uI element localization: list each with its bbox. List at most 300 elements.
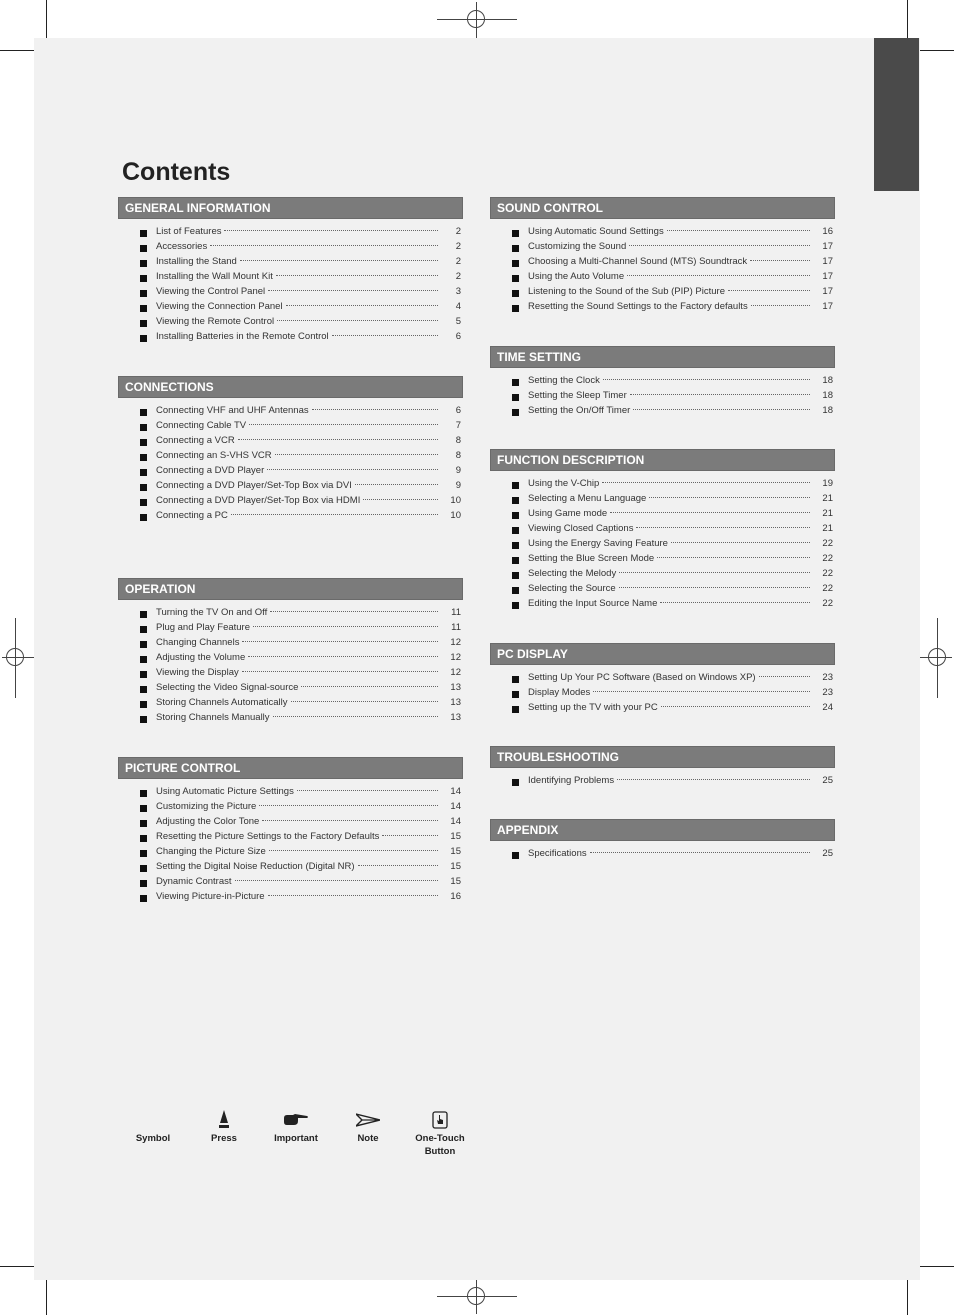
square-bullet-icon xyxy=(512,305,519,312)
entry-label: Setting the On/Off Timer xyxy=(528,405,631,416)
legend-symbol-spacer xyxy=(118,1108,188,1132)
dot-leader xyxy=(355,484,438,485)
legend-press-label: Press xyxy=(211,1133,237,1144)
dot-leader xyxy=(602,482,810,483)
entry-label: Listening to the Sound of the Sub (PIP) Picture xyxy=(528,286,725,297)
toc-entry xyxy=(490,375,835,390)
entry-label: Viewing the Display xyxy=(156,667,239,678)
dot-leader xyxy=(253,626,438,627)
entry-page-number: 8 xyxy=(455,435,461,446)
dot-leader xyxy=(671,542,810,543)
toc-entry xyxy=(118,891,463,906)
dot-leader xyxy=(603,379,810,380)
entry-list xyxy=(490,226,835,316)
entry-page-number: 16 xyxy=(822,226,833,237)
dot-leader xyxy=(630,394,810,395)
square-bullet-icon xyxy=(140,275,147,282)
section-header: TIME SETTING xyxy=(490,346,835,368)
toc-entry xyxy=(490,286,835,301)
dot-leader xyxy=(276,275,438,276)
toc-entry xyxy=(118,286,463,301)
pointing-hand-icon xyxy=(261,1108,331,1132)
entry-page-number: 2 xyxy=(455,256,461,267)
section-header: GENERAL INFORMATION xyxy=(118,197,463,219)
entry-page-number: 5 xyxy=(455,316,461,327)
entry-label: Installing the Wall Mount Kit xyxy=(156,271,273,282)
square-bullet-icon xyxy=(140,880,147,887)
square-bullet-icon xyxy=(512,852,519,859)
entry-label: Setting the Blue Screen Mode xyxy=(528,553,655,564)
dot-leader xyxy=(268,290,438,291)
dot-leader xyxy=(633,409,810,410)
square-bullet-icon xyxy=(140,439,147,446)
section-sound-control xyxy=(490,197,835,316)
square-bullet-icon xyxy=(140,820,147,827)
square-bullet-icon xyxy=(512,245,519,252)
entry-page-number: 22 xyxy=(822,538,833,549)
entry-page-number: 23 xyxy=(822,687,833,698)
toc-entry xyxy=(118,846,463,861)
dot-leader xyxy=(259,805,438,806)
entry-label: Setting the Clock xyxy=(528,375,600,386)
entry-label: Connecting a DVD Player xyxy=(156,465,265,476)
entry-page-number: 25 xyxy=(822,775,833,786)
legend-symbol-label: Symbol xyxy=(135,1133,171,1144)
section-picture-control xyxy=(118,757,463,906)
dot-leader xyxy=(649,497,810,498)
toc-entry xyxy=(118,861,463,876)
square-bullet-icon xyxy=(140,686,147,693)
entry-label: Customizing the Sound xyxy=(528,241,627,252)
entry-page-number: 18 xyxy=(822,375,833,386)
entry-label: Using Automatic Picture Settings xyxy=(156,786,294,797)
crop-mark xyxy=(907,1280,908,1315)
square-bullet-icon xyxy=(512,409,519,416)
entry-page-number: 22 xyxy=(822,583,833,594)
dot-leader xyxy=(657,557,810,558)
entry-label: Connecting a DVD Player/Set-Top Box via DVI xyxy=(156,480,352,491)
square-bullet-icon xyxy=(140,805,147,812)
toc-entry xyxy=(118,876,463,891)
toc-entry xyxy=(490,390,835,405)
entry-page-number: 14 xyxy=(450,816,461,827)
dot-leader xyxy=(363,499,438,500)
toc-entry xyxy=(490,553,835,568)
toc-entry xyxy=(118,495,463,510)
entry-label: Using Automatic Sound Settings xyxy=(528,226,664,237)
dot-leader xyxy=(267,469,438,470)
entry-label: Installing the Stand xyxy=(156,256,237,267)
entry-label: Setting Up Your PC Software (Based on Windows XP) xyxy=(528,672,756,683)
symbol-legend xyxy=(118,1108,478,1168)
dot-leader xyxy=(382,835,438,836)
entry-list xyxy=(118,786,463,906)
entry-page-number: 2 xyxy=(455,226,461,237)
one-touch-button-icon xyxy=(405,1108,475,1132)
toc-entry xyxy=(490,775,835,790)
square-bullet-icon xyxy=(512,572,519,579)
square-bullet-icon xyxy=(512,260,519,267)
square-bullet-icon xyxy=(140,656,147,663)
section-general-information xyxy=(118,197,463,346)
toc-entry xyxy=(490,493,835,508)
toc-entry xyxy=(490,598,835,613)
dot-leader xyxy=(210,245,438,246)
entry-label: Viewing the Remote Control xyxy=(156,316,275,327)
legend-one-touch-label-2: Button xyxy=(424,1146,456,1157)
square-bullet-icon xyxy=(140,641,147,648)
entry-page-number: 24 xyxy=(822,702,833,713)
page-title: Contents xyxy=(122,158,231,186)
entry-list xyxy=(490,672,835,717)
entry-page-number: 22 xyxy=(822,568,833,579)
entry-page-number: 17 xyxy=(822,286,833,297)
dot-leader xyxy=(629,245,810,246)
legend-important xyxy=(261,1108,331,1145)
square-bullet-icon xyxy=(512,676,519,683)
square-bullet-icon xyxy=(512,542,519,549)
dot-leader xyxy=(268,895,438,896)
entry-page-number: 21 xyxy=(822,523,833,534)
arrow-icon xyxy=(333,1108,403,1132)
square-bullet-icon xyxy=(140,424,147,431)
entry-label: Choosing a Multi-Channel Sound (MTS) Soundtrack xyxy=(528,256,748,267)
dot-leader xyxy=(661,706,810,707)
square-bullet-icon xyxy=(140,701,147,708)
entry-page-number: 22 xyxy=(822,553,833,564)
entry-label: Viewing Closed Captions xyxy=(528,523,634,534)
entry-page-number: 15 xyxy=(450,831,461,842)
dot-leader xyxy=(617,779,810,780)
entry-label: Connecting a VCR xyxy=(156,435,235,446)
entry-page-number: 9 xyxy=(455,465,461,476)
square-bullet-icon xyxy=(140,626,147,633)
entry-label: Connecting Cable TV xyxy=(156,420,247,431)
toc-entry xyxy=(118,786,463,801)
entry-label: Viewing Picture-in-Picture xyxy=(156,891,265,902)
entry-label: Using Game mode xyxy=(528,508,608,519)
square-bullet-icon xyxy=(140,484,147,491)
crop-mark xyxy=(0,1266,34,1267)
toc-entry xyxy=(490,672,835,687)
entry-page-number: 15 xyxy=(450,846,461,857)
entry-list xyxy=(490,478,835,613)
entry-page-number: 6 xyxy=(455,405,461,416)
legend-one-touch xyxy=(405,1108,475,1158)
entry-page-number: 14 xyxy=(450,786,461,797)
square-bullet-icon xyxy=(512,691,519,698)
entry-label: Connecting an S-VHS VCR xyxy=(156,450,272,461)
entry-label: Selecting the Source xyxy=(528,583,616,594)
toc-entry xyxy=(118,450,463,465)
toc-entry xyxy=(118,667,463,682)
square-bullet-icon xyxy=(512,379,519,386)
entry-page-number: 16 xyxy=(450,891,461,902)
entry-label: Setting the Digital Noise Reduction (Digital NR) xyxy=(156,861,355,872)
section-troubleshooting xyxy=(490,746,835,790)
dot-leader xyxy=(240,260,438,261)
crop-mark xyxy=(46,0,47,38)
entry-label: Setting up the TV with your PC xyxy=(528,702,658,713)
dot-leader xyxy=(619,587,810,588)
entry-label: Connecting VHF and UHF Antennas xyxy=(156,405,309,416)
square-bullet-icon xyxy=(512,706,519,713)
legend-one-touch-label-1: One-Touch xyxy=(415,1133,465,1144)
square-bullet-icon xyxy=(512,527,519,534)
square-bullet-icon xyxy=(140,865,147,872)
entry-page-number: 6 xyxy=(455,331,461,342)
toc-entry xyxy=(490,256,835,271)
toc-entry xyxy=(490,702,835,717)
entry-label: Storing Channels Automatically xyxy=(156,697,288,708)
entry-page-number: 18 xyxy=(822,405,833,416)
toc-entry xyxy=(118,637,463,652)
entry-page-number: 13 xyxy=(450,712,461,723)
entry-page-number: 10 xyxy=(450,510,461,521)
entry-page-number: 17 xyxy=(822,271,833,282)
entry-label: Resetting the Sound Settings to the Factory defaults xyxy=(528,301,748,312)
entry-page-number: 2 xyxy=(455,271,461,282)
toc-entry xyxy=(490,226,835,241)
dot-leader xyxy=(224,230,438,231)
entry-label: Identifying Problems xyxy=(528,775,615,786)
entry-list xyxy=(490,848,835,863)
toc-entry xyxy=(118,256,463,271)
dot-leader xyxy=(238,439,438,440)
section-header: FUNCTION DESCRIPTION xyxy=(490,449,835,471)
entry-label: Installing Batteries in the Remote Control xyxy=(156,331,329,342)
dot-leader xyxy=(312,409,438,410)
dot-leader xyxy=(248,656,438,657)
dot-leader xyxy=(275,454,438,455)
square-bullet-icon xyxy=(512,230,519,237)
entry-page-number: 25 xyxy=(822,848,833,859)
entry-page-number: 10 xyxy=(450,495,461,506)
entry-page-number: 3 xyxy=(455,286,461,297)
toc-entry xyxy=(118,420,463,435)
entry-label: Plug and Play Feature xyxy=(156,622,251,633)
dot-leader xyxy=(286,305,438,306)
dot-leader xyxy=(273,716,438,717)
entry-page-number: 7 xyxy=(455,420,461,431)
dot-leader xyxy=(249,424,438,425)
square-bullet-icon xyxy=(140,290,147,297)
square-bullet-icon xyxy=(512,512,519,519)
dot-leader xyxy=(332,335,438,336)
entry-label: Selecting the Melody xyxy=(528,568,617,579)
toc-entry xyxy=(490,478,835,493)
entry-page-number: 23 xyxy=(822,672,833,683)
entry-label: Connecting a DVD Player/Set-Top Box via HDMI xyxy=(156,495,361,506)
square-bullet-icon xyxy=(140,469,147,476)
toc-entry xyxy=(490,523,835,538)
entry-label: Using the Energy Saving Feature xyxy=(528,538,668,549)
dot-leader xyxy=(235,880,439,881)
entry-page-number: 18 xyxy=(822,390,833,401)
crop-mark xyxy=(920,50,954,51)
entry-page-number: 17 xyxy=(822,241,833,252)
dot-leader xyxy=(297,790,438,791)
legend-symbol xyxy=(118,1108,188,1145)
entry-label: Adjusting the Color Tone xyxy=(156,816,260,827)
square-bullet-icon xyxy=(140,716,147,723)
square-bullet-icon xyxy=(512,557,519,564)
entry-label: Storing Channels Manually xyxy=(156,712,270,723)
toc-entry xyxy=(118,607,463,622)
dot-leader xyxy=(242,671,438,672)
toc-entry xyxy=(490,405,835,420)
section-header: OPERATION xyxy=(118,578,463,600)
entry-list xyxy=(118,226,463,346)
square-bullet-icon xyxy=(512,290,519,297)
dot-leader xyxy=(291,701,439,702)
square-bullet-icon xyxy=(140,790,147,797)
entry-label: Dynamic Contrast xyxy=(156,876,232,887)
crop-mark xyxy=(920,1266,954,1267)
entry-page-number: 21 xyxy=(822,493,833,504)
dot-leader xyxy=(269,850,438,851)
toc-entry xyxy=(490,687,835,702)
entry-page-number: 22 xyxy=(822,598,833,609)
entry-label: Display Modes xyxy=(528,687,591,698)
square-bullet-icon xyxy=(512,275,519,282)
square-bullet-icon xyxy=(140,245,147,252)
square-bullet-icon xyxy=(512,394,519,401)
toc-entry xyxy=(490,301,835,316)
entry-label: Selecting the Video Signal-source xyxy=(156,682,299,693)
square-bullet-icon xyxy=(140,230,147,237)
entry-page-number: 13 xyxy=(450,682,461,693)
chapter-tab xyxy=(874,38,919,191)
toc-entry xyxy=(490,271,835,286)
toc-entry xyxy=(490,583,835,598)
entry-label: Adjusting the Volume xyxy=(156,652,246,663)
toc-entry xyxy=(118,697,463,712)
entry-label: Viewing the Control Panel xyxy=(156,286,266,297)
entry-page-number: 15 xyxy=(450,861,461,872)
entry-label: Selecting a Menu Language xyxy=(528,493,647,504)
entry-page-number: 4 xyxy=(455,301,461,312)
section-appendix xyxy=(490,819,835,863)
entry-label: Accessories xyxy=(156,241,208,252)
square-bullet-icon xyxy=(140,320,147,327)
entry-label: Connecting a PC xyxy=(156,510,228,521)
dot-leader xyxy=(593,691,810,692)
toc-entry xyxy=(118,331,463,346)
entry-label: Editing the Input Source Name xyxy=(528,598,658,609)
section-header: TROUBLESHOOTING xyxy=(490,746,835,768)
section-function-description xyxy=(490,449,835,613)
dot-leader xyxy=(277,320,438,321)
dot-leader xyxy=(270,611,438,612)
toc-entry xyxy=(118,801,463,816)
square-bullet-icon xyxy=(140,895,147,902)
toc-entry xyxy=(118,465,463,480)
section-pc-display xyxy=(490,643,835,717)
section-operation xyxy=(118,578,463,727)
entry-page-number: 11 xyxy=(451,607,461,618)
toc-entry xyxy=(490,538,835,553)
entry-page-number: 8 xyxy=(455,450,461,461)
entry-page-number: 2 xyxy=(455,241,461,252)
toc-entry xyxy=(118,831,463,846)
legend-note xyxy=(333,1108,403,1145)
square-bullet-icon xyxy=(512,602,519,609)
toc-entry xyxy=(490,508,835,523)
entry-list xyxy=(490,775,835,790)
square-bullet-icon xyxy=(140,454,147,461)
entry-page-number: 11 xyxy=(451,622,461,633)
entry-label: Changing the Picture Size xyxy=(156,846,266,857)
entry-list xyxy=(118,405,463,525)
square-bullet-icon xyxy=(140,514,147,521)
entry-label: Using the Auto Volume xyxy=(528,271,625,282)
square-bullet-icon xyxy=(512,482,519,489)
legend-note-label: Note xyxy=(357,1133,379,1144)
entry-label: Using the V-Chip xyxy=(528,478,600,489)
toc-entry xyxy=(118,622,463,637)
toc-entry xyxy=(118,682,463,697)
entry-label: Viewing the Connection Panel xyxy=(156,301,283,312)
registration-mark xyxy=(467,1287,485,1305)
dot-leader xyxy=(759,676,810,677)
entry-label: Resetting the Picture Settings to the Factory Defaults xyxy=(156,831,380,842)
toc-entry xyxy=(118,816,463,831)
toc-entry xyxy=(118,652,463,667)
dot-leader xyxy=(660,602,810,603)
toc-entry xyxy=(490,241,835,256)
section-header: CONNECTIONS xyxy=(118,376,463,398)
entry-label: Customizing the Picture xyxy=(156,801,257,812)
entry-page-number: 9 xyxy=(455,480,461,491)
toc-entry xyxy=(118,316,463,331)
registration-mark xyxy=(6,648,24,666)
entry-page-number: 15 xyxy=(450,876,461,887)
section-header: PICTURE CONTROL xyxy=(118,757,463,779)
toc-entry xyxy=(118,712,463,727)
entry-page-number: 17 xyxy=(822,301,833,312)
dot-leader xyxy=(751,305,810,306)
section-time-setting xyxy=(490,346,835,420)
entry-page-number: 12 xyxy=(450,667,461,678)
square-bullet-icon xyxy=(140,671,147,678)
dot-leader xyxy=(728,290,810,291)
entry-page-number: 12 xyxy=(450,652,461,663)
square-bullet-icon xyxy=(140,409,147,416)
square-bullet-icon xyxy=(140,835,147,842)
crop-mark xyxy=(46,1280,47,1315)
square-bullet-icon xyxy=(140,850,147,857)
entry-label: Turning the TV On and Off xyxy=(156,607,268,618)
entry-list xyxy=(490,375,835,420)
dot-leader xyxy=(590,852,810,853)
crop-mark xyxy=(0,50,34,51)
square-bullet-icon xyxy=(140,499,147,506)
registration-mark xyxy=(467,10,485,28)
dot-leader xyxy=(358,865,438,866)
square-bullet-icon xyxy=(512,587,519,594)
dot-leader xyxy=(242,641,438,642)
toc-entry xyxy=(118,271,463,286)
entry-page-number: 13 xyxy=(450,697,461,708)
dot-leader xyxy=(627,275,810,276)
dot-leader xyxy=(619,572,810,573)
section-header: SOUND CONTROL xyxy=(490,197,835,219)
entry-label: List of Features xyxy=(156,226,222,237)
entry-label: Setting the Sleep Timer xyxy=(528,390,627,401)
entry-page-number: 17 xyxy=(822,256,833,267)
entry-page-number: 12 xyxy=(450,637,461,648)
